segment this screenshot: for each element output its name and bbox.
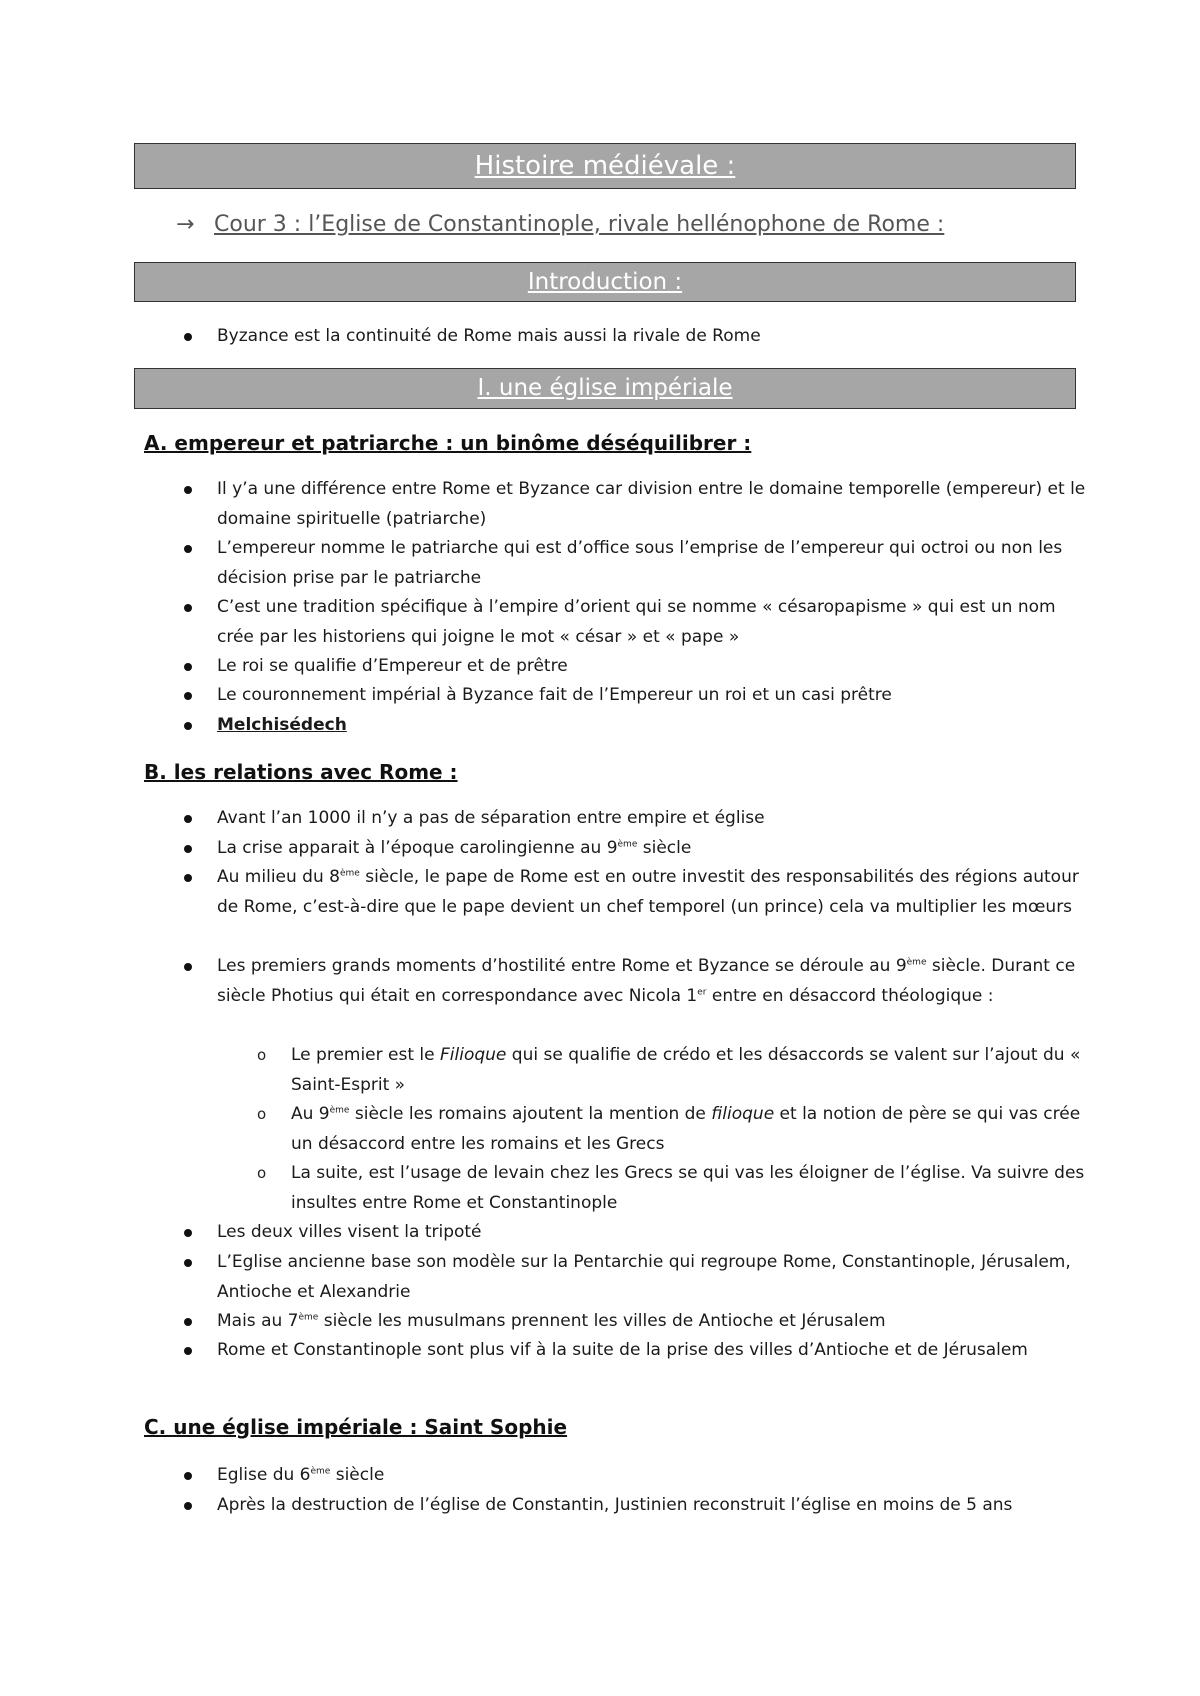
section-c-item: Eglise du 6ème siècle: [217, 1465, 385, 1485]
intro-item: Byzance est la continuité de Rome mais aussi la rivale de Rome: [217, 326, 761, 346]
section-b-item: Rome et Constantinople sont plus vif à la suite de la prise des villes d’Antioche et de Jérusalem: [217, 1340, 1028, 1360]
section-b-item: La crise apparait à l’époque carolingienne au 9ème siècle: [217, 838, 692, 858]
section-a-item: Le roi se qualifie d’Empereur et de prêtre: [217, 656, 568, 676]
section-b-item: Les deux villes visent la tripoté: [217, 1222, 482, 1242]
section-b-item: Les premiers grands moments d’hostilité entre Rome et Byzance se déroule au 9ème siècle. Durant ce siècle Photius qui était en correspondance avec Nicola 1er entre en désaccord théologique :: [217, 956, 1076, 1006]
section-a-item: Il y’a une différence entre Rome et Byzance car division entre le domaine temporelle (empereur) et le domaine spirituelle (patriarche): [217, 479, 1086, 529]
bullet-icon: [184, 874, 192, 882]
section-a-heading: A. empereur et patriarche : un binôme déséquilibrer :: [144, 431, 752, 455]
part1-heading: I. une église impériale: [134, 368, 1076, 409]
bullet-icon: [184, 815, 192, 823]
bullet-icon: [184, 1472, 192, 1480]
bullet-icon: [184, 604, 192, 612]
document-title: Histoire médiévale :: [134, 143, 1076, 189]
course-title: [176, 212, 944, 237]
section-b-item: Au milieu du 8ème siècle, le pape de Rome est en outre investit des responsabilités des régions autour de Rome, c’est-à-dire que le pape devient un chef temporel (un prince) cela va multiplier les mœurs: [217, 867, 1079, 917]
section-a-item: Le couronnement impérial à Byzance fait de l’Empereur un roi et un casi prêtre: [217, 685, 892, 705]
section-b-item: Avant l’an 1000 il n’y a pas de séparation entre empire et église: [217, 808, 765, 828]
section-b-item: Mais au 7ème siècle les musulmans prennent les villes de Antioche et Jérusalem: [217, 1311, 886, 1331]
section-b-subitem: La suite, est l’usage de levain chez les Grecs se qui vas les éloigner de l’église. Va suivre des insultes entre Rome et Constantinople: [291, 1163, 1085, 1213]
bullet-icon: [184, 722, 192, 730]
bullet-icon: [184, 1229, 192, 1237]
introduction-heading: Introduction :: [134, 262, 1076, 302]
arrow-right-icon: →: [176, 212, 195, 237]
bullet-icon: [184, 1502, 192, 1510]
bullet-icon: [184, 1347, 192, 1355]
section-b-subitem: Le premier est le Filioque qui se qualifie de crédo et les désaccords se valent sur l’ajout du « Saint-Esprit »: [291, 1045, 1081, 1095]
bullet-icon: [184, 963, 192, 971]
sub-bullet-icon: o: [257, 1105, 267, 1123]
section-a-item: Melchisédech: [217, 715, 347, 735]
section-b-heading: B. les relations avec Rome :: [144, 760, 458, 784]
sub-bullet-icon: o: [257, 1046, 267, 1064]
bullet-icon: [184, 486, 192, 494]
course-title-text: Cour 3 : l’Eglise de Constantinople, rivale hellénophone de Rome :: [214, 212, 945, 237]
bullet-icon: [184, 545, 192, 553]
bullet-icon: [184, 845, 192, 853]
section-c-item: Après la destruction de l’église de Constantin, Justinien reconstruit l’église en moins de 5 ans: [217, 1495, 1013, 1515]
bullet-icon: [184, 333, 192, 341]
bullet-icon: [184, 1259, 192, 1267]
bullet-icon: [184, 692, 192, 700]
section-a-item: C’est une tradition spécifique à l’empire d’orient qui se nomme « césaropapisme » qui est un nom crée par les historiens qui joigne le mot « césar » et « pape »: [217, 597, 1056, 647]
bullet-icon: [184, 663, 192, 671]
section-b-subitem: Au 9ème siècle les romains ajoutent la mention de filioque et la notion de père se qui vas crée un désaccord entre les romains et les Grecs: [291, 1104, 1081, 1154]
sub-bullet-icon: o: [257, 1164, 267, 1182]
section-a-item: L’empereur nomme le patriarche qui est d’office sous l’emprise de l’empereur qui octroi ou non les décision prise par le patriarche: [217, 538, 1063, 588]
section-b-item: L’Eglise ancienne base son modèle sur la Pentarchie qui regroupe Rome, Constantinople, Jérusalem, Antioche et Alexandrie: [217, 1252, 1071, 1302]
section-c-heading: C. une église impériale : Saint Sophie: [144, 1415, 568, 1439]
bullet-icon: [184, 1318, 192, 1326]
